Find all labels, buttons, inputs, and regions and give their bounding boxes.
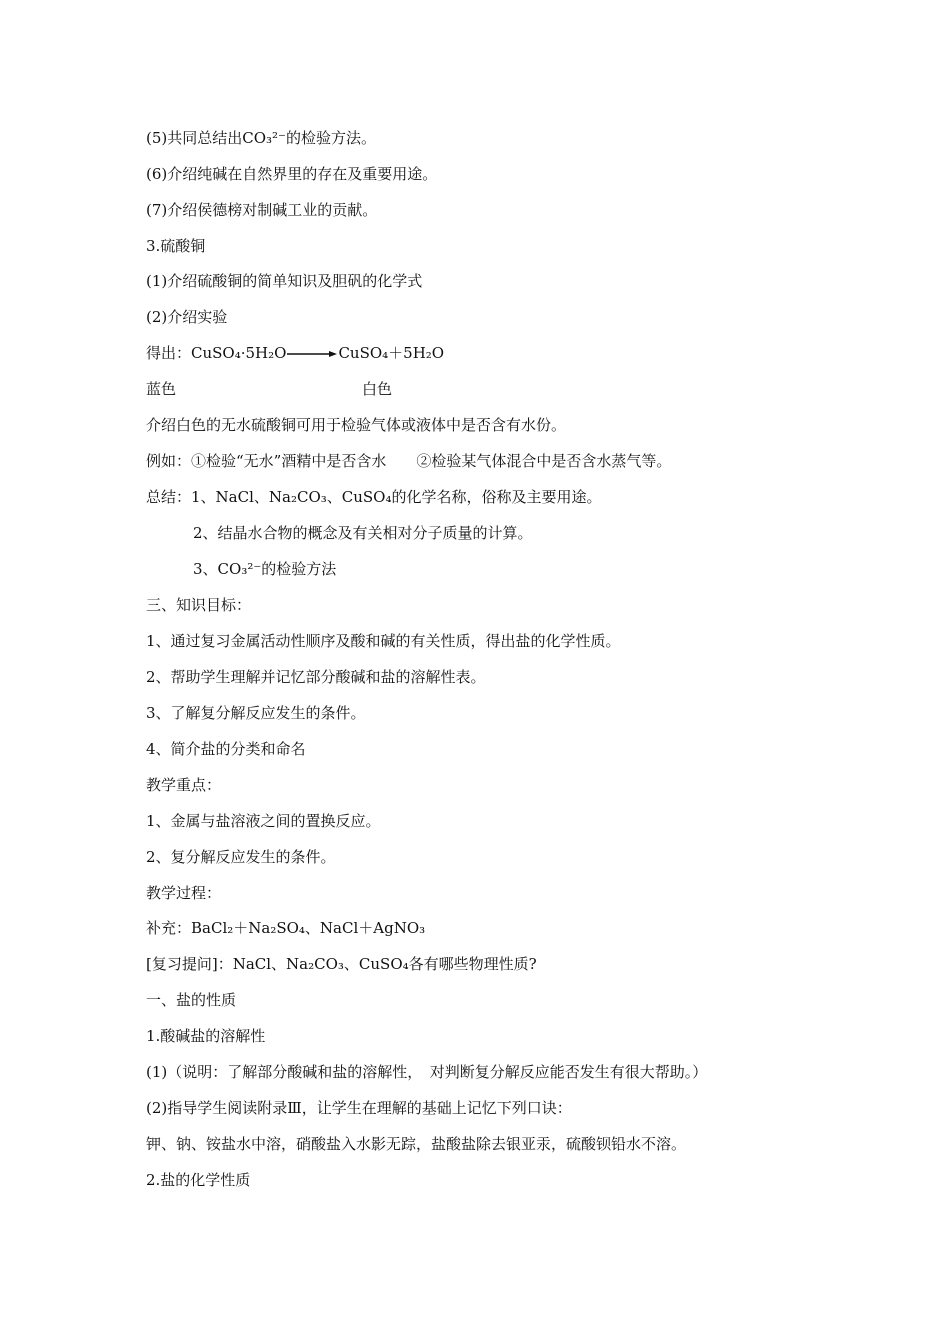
text-line: 2、帮助学生理解并记忆部分酸碱和盐的溶解性表。 — [146, 668, 486, 686]
section-heading: 三、知识目标： — [146, 596, 252, 614]
section-heading: 1.酸碱盐的溶解性 — [146, 1027, 266, 1045]
text-line: 补充：BaCl₂＋Na₂SO₄、NaCl＋AgNO₃ — [146, 919, 426, 937]
color-label-white: 白色 — [362, 380, 393, 398]
color-label-blue: 蓝色 — [146, 380, 177, 398]
summary-line: 3、CO₃²⁻的检验方法 — [193, 560, 337, 578]
text-line: 2、复分解反应发生的条件。 — [146, 848, 336, 866]
summary-line: 总结：1、NaCl、Na₂CO₃、CuSO₄的化学名称，俗称及主要用途。 — [146, 488, 602, 506]
text-line: 例如：①检验“无水”酒精中是否含水 ②检验某气体混合中是否含水蒸气等。 — [146, 452, 672, 470]
text-line: (6)介绍纯碱在自然界里的存在及重要用途。 — [146, 165, 438, 183]
section-heading: 2.盐的化学性质 — [146, 1171, 251, 1189]
text-line: (1)（说明：了解部分酸碱和盐的溶解性， 对判断复分解反应能否发生有很大帮助。） — [146, 1063, 708, 1081]
equation-reactant: 得出：CuSO₄·5H₂O — [146, 344, 287, 362]
text-line: 介绍白色的无水硫酸铜可用于检验气体或液体中是否含有水份。 — [146, 416, 567, 434]
equation-line — [146, 343, 444, 363]
text-line: 1、金属与盐溶液之间的置换反应。 — [146, 812, 381, 830]
section-heading: 3.硫酸铜 — [146, 237, 206, 255]
text-line: (2)介绍实验 — [146, 308, 228, 326]
equation-product: CuSO₄＋5H₂O — [338, 344, 445, 362]
text-line: (1)介绍硫酸铜的简单知识及胆矾的化学式 — [146, 272, 423, 290]
section-heading: 一、盐的性质 — [146, 991, 237, 1009]
section-heading: 教学过程： — [146, 884, 222, 902]
text-line: 1、通过复习金属活动性顺序及酸和碱的有关性质，得出盐的化学性质。 — [146, 632, 621, 650]
text-line: 钾、钠、铵盐水中溶，硝酸盐入水影无踪，盐酸盐除去银亚汞，硫酸钡铅水不溶。 — [146, 1135, 687, 1153]
summary-line: 2、结晶水合物的概念及有关相对分子质量的计算。 — [193, 524, 533, 542]
text-line: [复习提问]：NaCl、Na₂CO₃、CuSO₄各有哪些物理性质? — [146, 955, 537, 973]
text-line: (7)介绍侯德榜对制碱工业的贡献。 — [146, 201, 378, 219]
text-line: 4、简介盐的分类和命名 — [146, 740, 306, 758]
section-heading: 教学重点： — [146, 776, 222, 794]
text-line: (5)共同总结出CO₃²⁻的检验方法。 — [146, 129, 376, 147]
text-line: (2)指导学生阅读附录Ⅲ，让学生在理解的基础上记忆下列口诀： — [146, 1099, 572, 1117]
text-line: 3、了解复分解反应发生的条件。 — [146, 704, 366, 722]
reaction-arrow-icon — [287, 349, 337, 359]
